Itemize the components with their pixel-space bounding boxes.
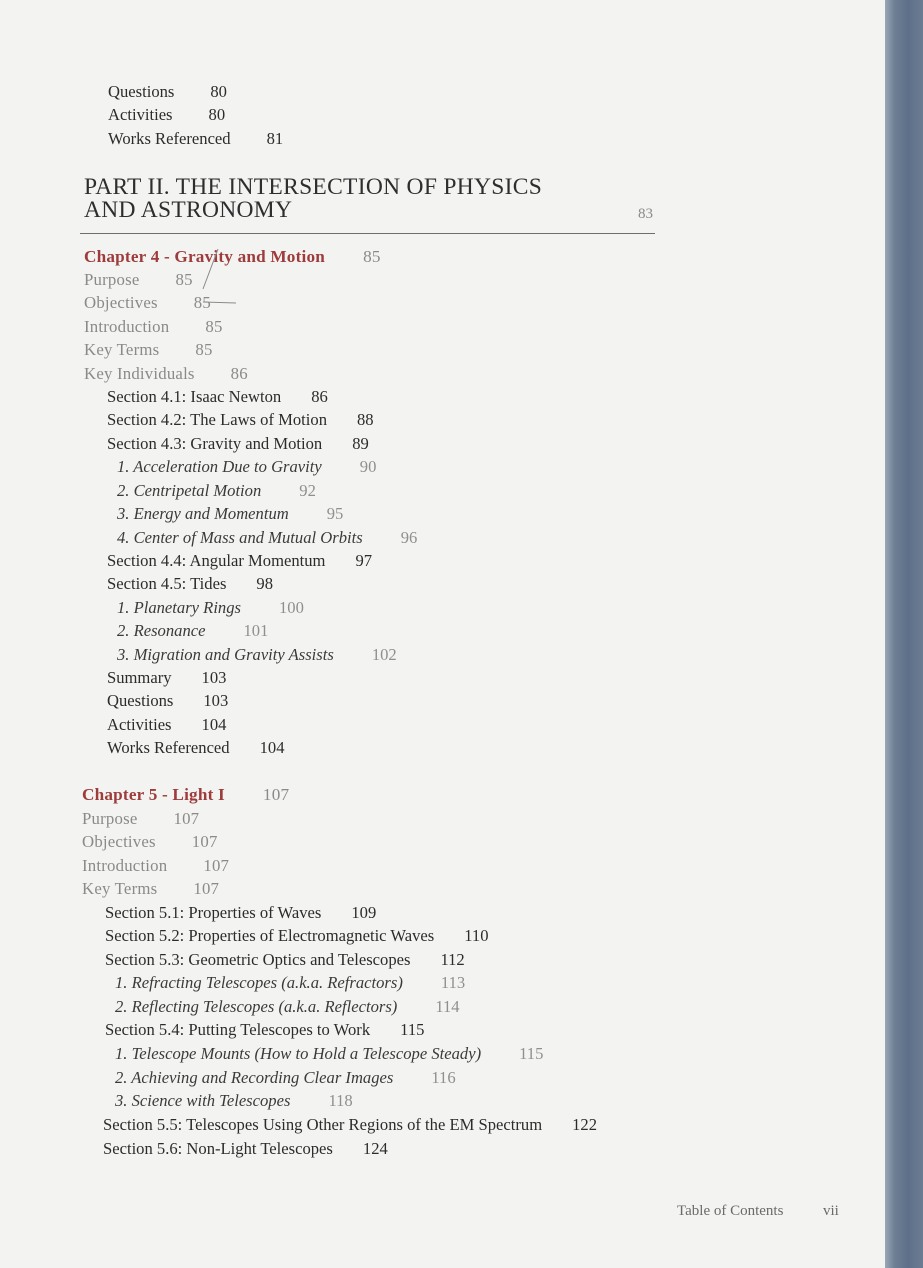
chapter-title: Chapter 5 - Light I bbox=[82, 785, 225, 804]
chapter-title: Chapter 4 - Gravity and Motion bbox=[84, 247, 326, 266]
entry-label: 4. Center of Mass and Mutual Orbits bbox=[117, 528, 363, 547]
entry-page: 110 bbox=[464, 926, 489, 945]
entry-page: 96 bbox=[400, 528, 418, 547]
entry-page: 124 bbox=[362, 1139, 388, 1158]
entry-page: 98 bbox=[256, 574, 273, 593]
entry-label: Section 4.2: The Laws of Motion bbox=[107, 410, 327, 429]
entry-page: 113 bbox=[440, 973, 466, 992]
entry-label: Activities bbox=[108, 105, 173, 124]
entry-label: Key Terms bbox=[82, 879, 158, 898]
entry-page: 109 bbox=[351, 903, 377, 922]
entry-page: 104 bbox=[259, 738, 285, 757]
entry-page: 114 bbox=[435, 997, 460, 1016]
entry-page: 112 bbox=[440, 950, 465, 969]
entry-label: Summary bbox=[107, 668, 172, 687]
entry-label: Activities bbox=[107, 715, 172, 734]
entry-page: 90 bbox=[359, 457, 377, 476]
entry-label: Section 5.2: Properties of Electromagnetic Waves bbox=[105, 926, 435, 945]
part-title-line1: PART II. THE INTERSECTION OF PHYSICS bbox=[84, 174, 543, 200]
chapter-page: 85 bbox=[363, 247, 381, 266]
entry-page: 85 bbox=[195, 340, 213, 359]
part-title-line2: AND ASTRONOMY bbox=[84, 197, 293, 223]
entry-page: 104 bbox=[201, 715, 227, 734]
entry-page: 115 bbox=[519, 1044, 544, 1063]
entry-label: Section 5.4: Putting Telescopes to Work bbox=[105, 1020, 371, 1039]
entry-page: 118 bbox=[328, 1091, 353, 1110]
entry-label: Works Referenced bbox=[107, 738, 230, 757]
chapter-page: 107 bbox=[262, 785, 290, 804]
entry-label: Section 5.6: Non-Light Telescopes bbox=[103, 1139, 333, 1158]
entry-label: 2. Centripetal Motion bbox=[117, 481, 262, 500]
entry-label: Section 5.3: Geometric Optics and Telescopes bbox=[105, 950, 411, 969]
entry-label: Objectives bbox=[84, 293, 158, 312]
entry-label: Purpose bbox=[84, 270, 140, 289]
entry-page: 103 bbox=[203, 691, 229, 710]
entry-label: Objectives bbox=[82, 832, 156, 851]
entry-label: Section 5.1: Properties of Waves bbox=[105, 903, 322, 922]
entry-label: 1. Telescope Mounts (How to Hold a Telescope Steady) bbox=[115, 1044, 482, 1063]
entry-page: 88 bbox=[357, 410, 374, 429]
entry-label: Section 4.5: Tides bbox=[107, 574, 227, 593]
entry-page: 102 bbox=[371, 645, 397, 664]
entry-label: Section 5.5: Telescopes Using Other Regions of the EM Spectrum bbox=[103, 1115, 543, 1134]
entry-label: Purpose bbox=[82, 809, 138, 828]
entry-label: 2. Achieving and Recording Clear Images bbox=[115, 1068, 394, 1087]
entry-label: Introduction bbox=[84, 317, 170, 336]
entry-label: 1. Planetary Rings bbox=[117, 598, 241, 617]
entry-page: 86 bbox=[311, 387, 328, 406]
entry-page: 85 bbox=[193, 293, 211, 312]
entry-label: 1. Refracting Telescopes (a.k.a. Refractors) bbox=[115, 973, 403, 992]
entry-page: 122 bbox=[572, 1115, 598, 1134]
footer-page-number: vii bbox=[823, 1203, 839, 1219]
entry-page: 95 bbox=[326, 504, 344, 523]
entry-label: Key Terms bbox=[84, 340, 160, 359]
entry-page: 116 bbox=[431, 1068, 456, 1087]
entry-page: 80 bbox=[208, 105, 226, 124]
entry-page: 107 bbox=[191, 832, 218, 851]
entry-page: 80 bbox=[210, 82, 227, 101]
entry-label: 3. Migration and Gravity Assists bbox=[117, 645, 334, 664]
entry-page: 81 bbox=[266, 129, 284, 148]
entry-page: 85 bbox=[205, 317, 223, 336]
entry-page: 107 bbox=[203, 856, 230, 875]
entry-label: 1. Acceleration Due to Gravity bbox=[117, 457, 322, 476]
entry-page: 85 bbox=[175, 270, 193, 289]
footer-label: Table of Contents bbox=[677, 1203, 784, 1219]
entry-page: 97 bbox=[355, 551, 373, 570]
entry-label: Section 4.1: Isaac Newton bbox=[107, 387, 282, 406]
entry-label: Works Referenced bbox=[108, 129, 231, 148]
entry-page: 101 bbox=[243, 621, 269, 640]
entry-label: Questions bbox=[107, 691, 174, 710]
entry-page: 107 bbox=[193, 879, 220, 898]
entry-label: Section 4.4: Angular Momentum bbox=[107, 551, 326, 570]
entry-page: 92 bbox=[299, 481, 316, 500]
part-page-number: 83 bbox=[638, 206, 653, 222]
entry-label: Section 4.3: Gravity and Motion bbox=[107, 434, 323, 453]
entry-page: 103 bbox=[201, 668, 227, 687]
entry-page: 86 bbox=[230, 364, 248, 383]
entry-label: 2. Reflecting Telescopes (a.k.a. Reflectors) bbox=[115, 997, 398, 1016]
entry-page: 100 bbox=[278, 598, 304, 617]
entry-label: Questions bbox=[108, 82, 175, 101]
entry-label: Introduction bbox=[82, 856, 168, 875]
entry-label: 2. Resonance bbox=[117, 621, 206, 640]
entry-page: 107 bbox=[173, 809, 200, 828]
entry-page: 89 bbox=[352, 434, 369, 453]
entry-label: Key Individuals bbox=[84, 364, 195, 383]
entry-label: 3. Energy and Momentum bbox=[117, 504, 289, 523]
entry-label: 3. Science with Telescopes bbox=[115, 1091, 291, 1110]
entry-page: 115 bbox=[400, 1020, 425, 1039]
